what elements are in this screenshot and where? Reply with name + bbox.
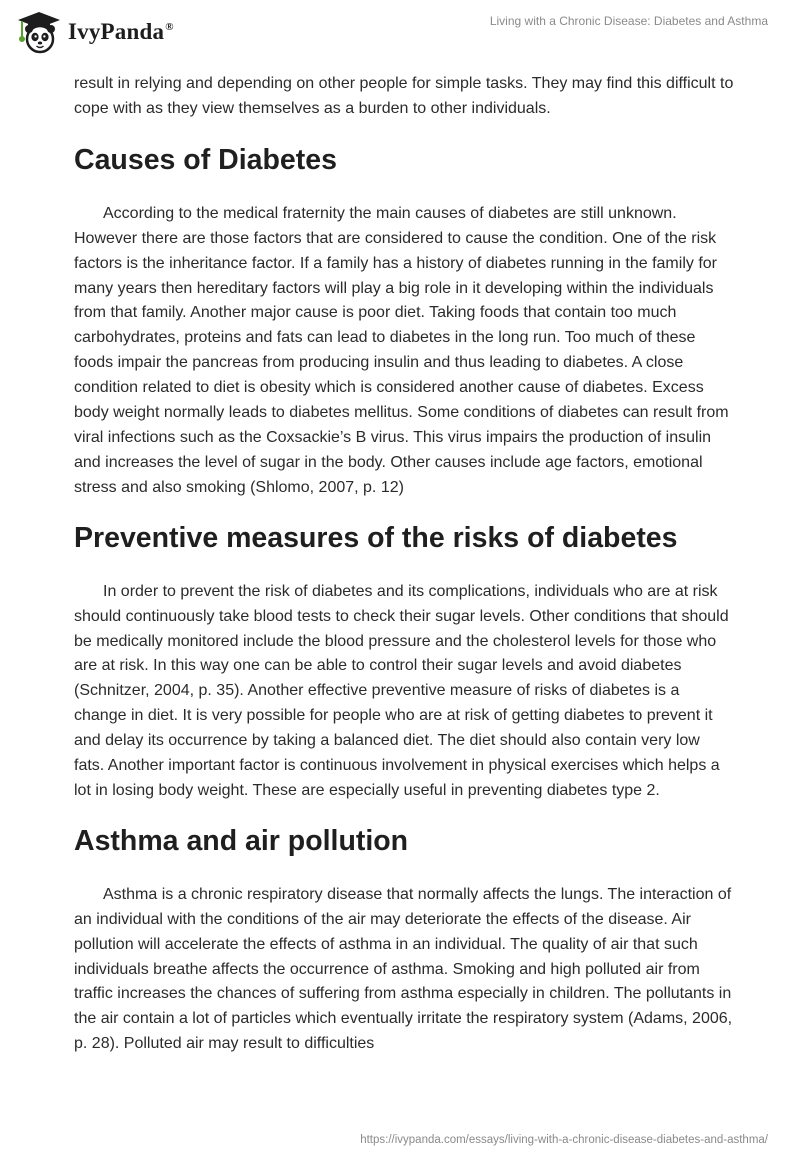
panda-logo-icon: [16, 10, 62, 54]
registered-mark: ®: [165, 21, 174, 34]
page-header: [0, 0, 800, 70]
intro-paragraph: result in relying and depending on other people for simple tasks. They may find this difficult to cope with as they view themselves as a burden to other individuals.: [74, 75, 734, 117]
essay-content: [74, 72, 734, 1057]
section-paragraph-asthma: Asthma is a chronic respiratory disease that normally affects the lungs. The interaction of an individual with the conditions of the air may deteriorate the effects of the disease. Air pollution will accelerate the effects of asthma in an individual. The quality of air that such individuals breathe affects the occurrence of asthma. Smoking and high polluted air from traffic increases the chances of suffering from asthma especially in children. The pollutants in the air contain a lot of particles which eventually irritate the respiratory system (Adams, 2006, p. 28). Polluted air may result to difficulties: [74, 885, 733, 1053]
logo-wordmark: [68, 19, 174, 45]
ivypanda-logo[interactable]: [16, 10, 174, 54]
document-title: Living with a Chronic Disease: Diabetes and Asthma: [489, 14, 768, 28]
section-heading-asthma: Asthma and air pollution: [74, 824, 409, 857]
section-heading-preventive: Preventive measures of the risks of diabetes: [74, 521, 678, 554]
footer-url-link[interactable]: https://ivypanda.com/essays/living-with-a-chronic-disease-diabetes-and-asthma/: [360, 1134, 768, 1146]
section-paragraph-preventive: In order to prevent the risk of diabetes and its complications, individuals who are at risk should continuously take blood tests to check their sugar levels. Other conditions that should be medically monitored include the blood pressure and the cholesterol levels for those who are at risk. In this way one can be able to control their sugar levels and avoid diabetes (Schnitzer, 2004, p. 35). Another effective preventive measure of risks of diabetes is a change in diet. It is very possible for people who are at risk of getting diabetes to prevent it and delay its occurrence by taking a balanced diet. The diet should also contain very low fats. Another important factor is continuous involvement in physical exercises which helps a lot in losing body weight. These are especially useful in preventing diabetes type 2.: [74, 582, 729, 799]
section-paragraph-causes: According to the medical fraternity the main causes of diabetes are still unknown. However there are those factors that are considered to cause the condition. One of the risk factors is the inheritance factor. If a family has a history of diabetes running in the family for many years then hereditary factors will play a big role in it developing within the individuals from that family. Another major cause is poor diet. Taking foods that contain too much carbohydrates, proteins and fats can lead to diabetes in the long run. Too much of these foods impair the pancreas from producing insulin and thus leading to diabetes. A close condition related to diet is obesity which is considered another cause of diabetes. Excess body weight normally leads to diabetes mellitus. Some conditions of diabetes can result from viral infections such as the Coxsackie’s B virus. This virus impairs the production of insulin and increases the level of sugar in the body. Other causes include age factors, emotional stress and also smoking (Shlomo, 2007, p. 12): [74, 204, 729, 496]
section-heading-causes: Causes of Diabetes: [74, 143, 337, 176]
logo-text: IvyPanda: [68, 19, 165, 44]
